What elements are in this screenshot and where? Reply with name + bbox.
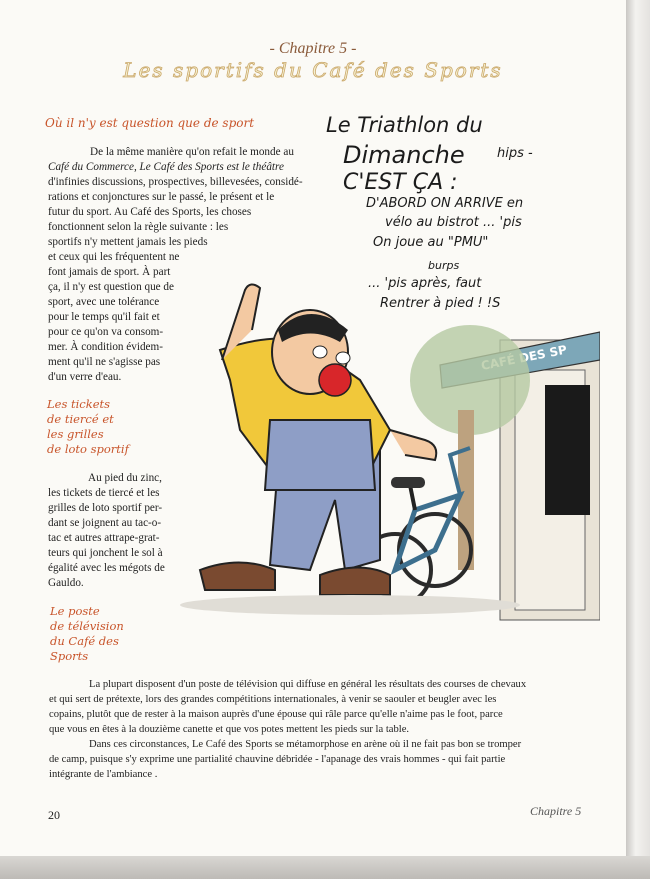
text-line: dant se joignent au tac-o- <box>48 517 162 529</box>
heading-line: de télévision <box>50 619 124 633</box>
text-line: De la même manière qu'on refait le monde au <box>90 146 294 158</box>
text-line: mer. À condition évidem- <box>48 341 163 353</box>
heading-line: Le poste <box>50 604 100 618</box>
text-line: fonctionnent selon la règle suivante : les <box>48 221 229 233</box>
text-line: teurs qui jonchent le sol à <box>48 547 163 559</box>
speech-burps: burps <box>428 259 460 272</box>
speech-line: C'EST ÇA : <box>343 170 458 195</box>
cartoon-illustration <box>160 270 600 650</box>
text-line: grilles de loto sportif per- <box>48 502 163 514</box>
speech-line: ... 'pis après, faut <box>368 276 482 291</box>
text-line: Au pied du zinc, <box>88 472 162 484</box>
text-line: futur du sport. Au Café des Sports, les choses <box>48 206 252 218</box>
text-line: tac et autres attrape-grat- <box>48 532 160 544</box>
section-heading-television <box>50 604 124 664</box>
heading-line: de loto sportif <box>47 442 129 456</box>
chapter-kicker: - Chapitre 5 - <box>269 40 357 57</box>
section-body-tickets <box>48 471 165 591</box>
section-body-television <box>49 677 526 782</box>
text-line: Gauldo. <box>48 577 84 589</box>
page-title: Les sportifs du Café des Sports <box>123 58 503 82</box>
text-line: de camp, puisque s'y exprime une partialité chauvine débridée - l'apanage des vrais hommes - qui fait partie <box>49 754 506 765</box>
speech-line: Dimanche <box>343 141 465 169</box>
text-line: et ceux qui les fréquentent ne <box>48 251 180 263</box>
page-gutter <box>626 0 650 879</box>
text-line: ça, il n'y est question que de <box>48 281 174 293</box>
heading-line: du Café des <box>50 634 119 648</box>
text-line: sport, avec une tolérance <box>48 296 160 308</box>
text-line: copains, plutôt que de rester à la maison auprès d'une épouse qui râle parce qu'elle n'aime pas le foot, parce <box>49 709 503 720</box>
text-line: rations et conjonctures sur le passé, le présent et le <box>48 191 275 203</box>
cafe-sign-text: DES SP <box>517 342 569 366</box>
text-line: ment qu'il ne s'agisse pas <box>48 356 161 368</box>
section-heading-tickets <box>47 397 129 457</box>
page-bottom-edge <box>0 856 650 879</box>
text-line: que vous en êtes à la douzième canette et que vos potes mettent les pieds sur la table. <box>49 724 410 735</box>
footer-chapter: Chapitre 5 <box>530 804 582 818</box>
speech-hips: hips - <box>497 146 533 161</box>
speech-line: Le Triathlon du <box>326 113 483 137</box>
speech-line: Rentrer à pied ! !S <box>380 296 501 311</box>
text-line: d'un verre d'eau. <box>48 371 122 383</box>
text-line: Dans ces circonstances, Le Café des Sports se métamorphose en arène où il ne fait pas bon se tromper <box>89 739 522 750</box>
heading-line: de tiercé et <box>47 412 114 426</box>
text-line: égalité avec les mégots de <box>48 562 165 574</box>
text-line: d'infinies discussions, prospectives, billevesées, considé- <box>48 176 303 188</box>
text-line: font jamais de sport. À part <box>48 266 171 278</box>
text-line: Café du Commerce, Le Café des Sports est le théâtre <box>48 161 284 173</box>
section-heading-sport: Où il n'y est question que de sport <box>45 116 255 130</box>
heading-line: les grilles <box>47 427 104 441</box>
text-line: les tickets de tiercé et les <box>48 487 160 499</box>
text-line: pour ce qu'on va consom- <box>48 326 164 338</box>
text-line: intégrante de l'ambiance . <box>49 769 158 780</box>
text-line: et qui sert de prétexte, lors des grandes compétitions internationales, à venir se saouler et beugler avec les <box>49 694 497 705</box>
heading-line: Les tickets <box>47 397 111 411</box>
speech-line: D'ABORD ON ARRIVE en <box>366 196 524 211</box>
text-line: sportifs n'y mettent jamais les pieds <box>48 236 208 248</box>
text-line: La plupart disposent d'un poste de télévision qui diffuse en général les résultats des courses de chevaux <box>89 679 527 690</box>
ground-shadow <box>180 595 520 615</box>
page-number: 20 <box>48 808 60 822</box>
speech-line: On joue au "PMU" <box>373 235 489 250</box>
speech-line: vélo au bistrot ... 'pis <box>385 215 522 230</box>
heading-line: Sports <box>50 649 89 663</box>
text-line: pour le temps qu'il fait et <box>48 311 160 323</box>
